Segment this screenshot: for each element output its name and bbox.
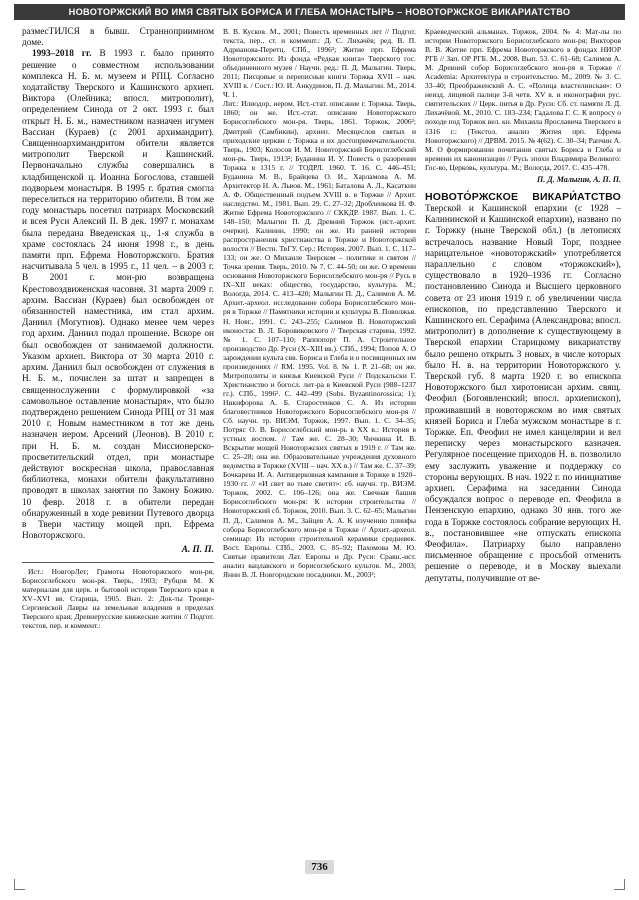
column-middle (223, 27, 416, 579)
corner-mark-right (614, 879, 625, 890)
bibliography-authors: П. Д. Малыгин, А. П. П. (537, 174, 621, 184)
section-author: А. П. П. (181, 545, 214, 556)
entry-text: Тверской и Кашинской епархии (с 1928 – Калининской и Кашинской епархии), названо по г. Торжку (ныне Тверской обл.) (в летописях встречалось название Новый Торг, позднее нарицательное «новоторжский» употребляется параллельно с словом «торжокский»), существовало в 1920–1936 гг. Согласно постановлению Синода и Высшего церковного совета от 23 июня 1919 г. об увеличении числа епископов, по представлению Тверского и Кашинского еп. Серафима (Александрова; впосл. митрополит) в дополнение к существующему в Тверской епархии Старицкому викариатству было решено открыть 3 новых, в числе которых было Н. в. на территории Новоторжского у. Тверской губ. 8 марта 1920 г. во епископа Новоторжского был хиротонисан архим. свящ. Феофил (Богоявленский; впосл. архиепископ), проживавший в новоторжском во имя святых князей Бориса и Глеба мужском монастыре в г. Торжке. Еп. Феофил не имел канцелярии и вел переписку через монастырского казначея. Регулярное посещение приходов Н. в. позволило ему заслужить уважение и поддержку со стороны верующих. В нач. 1922 г. по инициативе архиеп. Серафима на заседании Синода обсуждался вопрос о переводе еп. Феофила в Пензенскую епархию, однако 30 янв. того же года в Торжке состоялось собрание верующих Н. в., постановившее «не отпускать епископа Феофила». Патриарху было направлено письменное обращение с просьбой отменить решение о переводе, и в Москву выехали депутаты, получившие от ве- (425, 203, 621, 584)
bibliography-end: Краеведческий альманах. Торжок, 2004. № 4: Мат-лы по истории Новоторжского Борисоглебского мон-ря; Викторов В. В. Житие прп. Ефрема Новоторжского в фондах НИОР РГБ // Зап. ОР РГБ. М., 2008. Вып. 53. С. 61–68; Салимов А. М. Древний собор Борисоглебского мон-ря в Торжке // Academia: Архитектура и строительство. М., 2009. № 3. С. 33–40; Преображенский А. С. «Полица властелинская»: О неизд. лицевой палице 3-й четв. XV в. и иконографии рус. святительских // Церк. питья в Др. Руси: Сб. ст. памяти Л. Д. Лихачёвой. М., 2010. С. 183–234; Гадалова Г. С. К вопросу о походе под Торжок вел. кн. Михаила Ярославича Тверского в 1316 г.: (Текстол. анализ Жития прп. Ефрема Новоторжского) // ДРВМ. 2015. № 4(62). С. 30–34; Рапчин А. М. О формировании почитания святых Бориса и Глеба и времени их канонизации // Русь эпохи Владимира Великого: Гос-во, Церковь, культура. М.; Вологда, 2017. С. 435–478. (425, 27, 621, 172)
running-title: НОВОТОРЖСКИЙ ВО ИМЯ СВЯТЫХ БОРИСА И ГЛЕБА МОНАСТЫРЬ – НОВОТОРЖСКОЕ ВИКАРИАТСТВО (68, 7, 571, 17)
period-heading: 1993–2018 гг. (32, 49, 92, 60)
column-right (425, 27, 621, 585)
page-number: 736 (0, 860, 639, 874)
corner-mark-left (14, 879, 25, 890)
paragraph-modern-history (22, 49, 214, 542)
running-header (14, 4, 625, 20)
bibliography-continued: В. В. Кусков. М., 2001; Повесть временных лет // Подгот. текста, пер., ст. и коммент.: Д. С. Лихачёв; ред. В. П. Адрианова-Перетц. СПб., 1996³; Житие прп. Ефрема Новоторжского: Из фонда «Редкая книга» Тверского гос. объединенного музея / Научн. ред.: П. Д. Малыгин. Тверь, 2011; Писцовые и переписные книги Торжка XVII – нач. XVIII в. / Сост.: Ю. И. Анкудинов, П. Д. Малыгин. М., 2014. Ч. 1. Лит.: Илиодор, иером. Ист.-стат. описание г. Торжка. Тверь, 1860; он же. Ист.-стат. описание Новоторжского Борисоглебского мон-ря. Тверь, 1861. Торжок, 2006²; Дмитрий (Самбикин), архиеп. Месяцеслов святых и приходские церкви г. Торжка и их достопримечательности. Тверь, 1903; Колосов И. М. Новоторжский Борисоглебский мон-рь. Тверь, 1913²; Буданина И. У. Повесть о разорении Торжка в 1315 г. // ТОДРЛ. 1960. Т. 16. С. 446–451; Буданина М. В., Брайцева О. И., Харламова А. М. Архитектор Н. А. Львов. М., 1961; Баталова А. Л., Касаткин А. Ф. Общественный подъем XVIII в. в Торжке // Архит. наследство. М., 1981. Вып. 29. С. 27–32; Дробленкова Н. Ф. Житие Ефрема Новоторжского // СККДР. 1987. Вып. 1. С. 148–150; Малыгин П. Д. Древний Торжок (ист.-архит. очерки). Калинин, 1990; он же. Из ранней истории распространения христианства в Торжке и Новоторжской волости // Вестн. ТвГУ. Сер.: История. 2007. Вып. 1. С. 117–133; он же. О Михаиле Тверском – политике и святом // Точка зрения. Тверь, 2010. № 7. С. 44–50; он же. О времени основания Новоторжского Борисоглебского мон-ря // Русь в IX–XII веках: общество, государство, культура. М.; Вологда, 2014. С. 413–420; Малыгин П. Д., Салимов А. М. Архит.-археол. исследование собора Борисоглебского мон-ря в Торжке // Памятники истории и культуры В. Поволжья. Н. Новг., 1991. С. 243–255; Салимов В. Новоторжский иконостас В. Л. Боровиковского // Тверская старина. 1992. № 1. С. 107–110; Раппопорт П. А. Строительное производство Др. Руси (X–XIII вв.). СПб., 1994; Попов А. О зарождении культа свв. Бориса и Глеба и о посвященных им произведениях // RM. 1995. Vol. 8. № 1. P. 21–68; он же. Митрополиты и князья Киевской Руси // Подскальски Г. Христианство и богосл. лит-ра в Киевской Руси (988–1237 гг.). СПб., 1996². С. 442–499 (Subs. Byzantinorossica; 1); Никифорова А. Б. Старостенков С. А. Из истории благовестников Новоторжского Борисоглебского мон-ря // Сб. научн. тр. ВИЭМ. Торжок, 1997. Вып. 1. С. 34–35; Потряс О. В. Борисоглебский мон-рь в XX в.: История в устных воспом. // Там же. С. 28–30; Чичкина И. В. Вскрытие мощей Новоторжских святых в 1919 г. // Там же. С. 25–28; она же. Образовательные учреждения духовного ведомства в Торжке (XVIII – нач. XX в.) // Там же. С. 37–39; Бочкарева И. А. Антицерковная кампания в Торжке в 1920–1930 гг. // «И свет во тьме светит»: сб. научн. тр. ВИЭМ. Торжок, 2002. С. 106–126; она же. Свечная башня Борисоглебского мон-ря: К истории строительства // Новоторжский сб. Торжок, 2010. Вып. 3. С. 62–65; Малыгин П. Д., Салимов А. М., Зайцев А. А. К изучению плинфы собора Борисоглебского мон-ря в Торжке // Архит.-археол. семинар: Из истории строительной керамики средневек. Вост. Европы. СПб., 2003. С. 85–92; Пахомова М. Ю. Святые правители Лат. Европы и Др. Руси: Сравн.-ист. анализ вацлавского и борисоглебского культов. М., 2003; Янин В. Л. Новгородские посадники. М., 2003²; (223, 27, 416, 579)
sources-list: Ист.: НовгорЛет; Грамоты Новоторжского мон-ря, Борисоглебского мон-ря. Тверь, 1903; Рубцов М. К материалам для церк. и бытовой истории Тверского края в XV–XVI вв. Старица, 1905. Вып. 2: Док-ты Троице-Сергиевской Лавры на земельные владения в пределах Тверского края; Древнерусские княжеские житии // Подгот. текстов, пер. и коммент.: (22, 566, 214, 630)
entry-title: НОВОТО́РЖСКОЕ ВИКАРИ́АТСТВО (425, 190, 621, 203)
entry-vicariate (425, 192, 621, 585)
period-text: В 1993 г. было принято решение о совместном использовании комплекса Н. Б. м. музеем и РПЦ. Согласно ходатайству Тверского и Кашинского архиеп. Виктора (Олейника; впосл. митрополит), определением Синода от 2 окт. 1993 г. был открыт Н. Б. м., наместником назначен игумен Вассиан (Кураев) (с 2001 архимандрит). Священноархимандритом обители является митрополит Тверской и Кашинский. Первоначально службы совершались в кладбищенской ц. Иоанна Богослова, ставшей подворьем монастыря. В 1995 г. братия смогла переселиться на территорию обители. В том же году монастырь посетил патриарх Московский и всея Руси Алексий II. В дек. 1997 г. монахам была передана Введенская ц., 1-я служба в храме состоялась 24 июня 1998 г., в день памяти прп. Ефрема Новоторжского. Братия насчитывала 5 чел. в 1995 г., 11 чел. – в 2003 г. В 2001 г. мон-рю возвращена Крестовоздвиженская часовня. 31 марта 2009 г. архим. Вассиан (Кураев) был освобожден от обязанностей наместника, им стал архим. Даниил (Могутнов). Однако менее чем через год архим. Даниил подал прошение. Вскоре он был освобожден от занимаемой должности. Указом архиеп. Виктора от 30 марта 2010 г. архим. Даниил был освобожден от служения в Н. Б. м., почислен за штат и запрещен в священнослужении с формулировкой «за самовольное оставление монастыря», что было подтверждено решением Синода РПЦ от 31 мая 2010 г. Новым наместником в тот же день назначен иером. Арсений (Леонов). В 2010 г. при Н. Б. м. создан Миссионерско-просветительский отдел, при монастыре действуют воскресная школа, православная библиотека, монахи обители факультативно проводят в школах занятия по Закону Божию. 10 февр. 2018 г. в обители передан обнаруженный в ходе ревизии Путевого дворца в Твери частицу мощей прп. Ефрема Новоторжского. (22, 49, 214, 542)
divider (22, 562, 214, 563)
column-left (22, 27, 214, 630)
paragraph-intro: размесТИЛСЯ в бывш. Странноприимном доме. (22, 27, 214, 49)
